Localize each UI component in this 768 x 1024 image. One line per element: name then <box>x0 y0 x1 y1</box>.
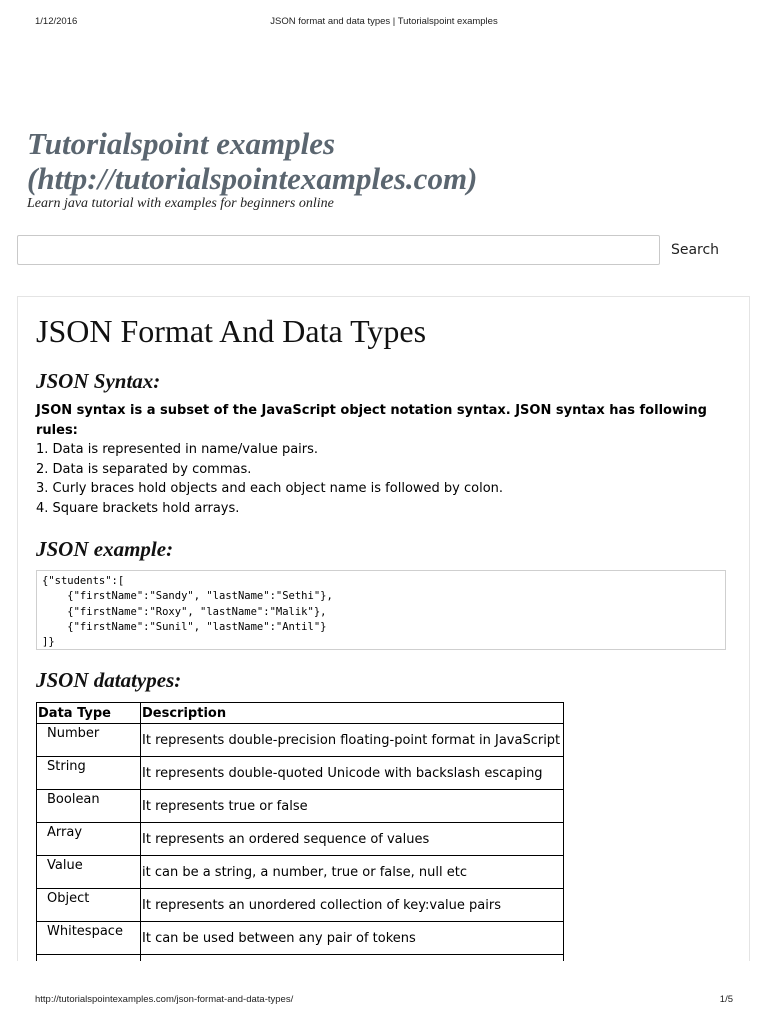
data-type-cell <box>37 955 141 962</box>
datatypes-table <box>36 702 564 961</box>
print-document-title: JSON format and data types | Tutorialspoint examples <box>270 16 498 27</box>
search-input[interactable] <box>17 235 660 265</box>
syntax-rule: 3. Curly braces hold objects and each object name is followed by colon. <box>36 481 504 497</box>
table-row <box>37 790 564 823</box>
table-row <box>37 955 564 962</box>
table-header-row <box>37 703 564 724</box>
syntax-rule: 4. Square brackets hold arrays. <box>36 500 240 516</box>
description-cell: It represents an ordered sequence of values <box>141 823 564 856</box>
data-type-cell: String <box>37 757 141 790</box>
page-title: JSON Format And Data Types <box>36 313 427 349</box>
print-footer <box>35 994 733 1008</box>
column-header-data-type: Data Type <box>37 703 141 724</box>
table-row <box>37 757 564 790</box>
data-type-cell: Array <box>37 823 141 856</box>
table-row <box>37 922 564 955</box>
datatypes-heading: JSON datatypes: <box>36 668 182 692</box>
description-cell: It represents an unordered collection of key:value pairs <box>141 889 564 922</box>
table-row <box>37 724 564 757</box>
description-cell: It represents true or false <box>141 790 564 823</box>
data-type-cell: Value <box>37 856 141 889</box>
table-row <box>37 823 564 856</box>
description-cell: it can be a string, a number, true or false, null etc <box>141 856 564 889</box>
site-title-line1[interactable]: Tutorialspoint examples <box>27 126 336 161</box>
column-header-description: Description <box>141 703 564 724</box>
syntax-rule: 2. Data is separated by commas. <box>36 461 252 477</box>
example-heading: JSON example: <box>36 537 174 561</box>
description-cell: It represents double-precision floating-point format in JavaScript <box>141 724 564 757</box>
site-title[interactable] <box>27 126 627 196</box>
syntax-intro: JSON syntax is a subset of the JavaScript object notation syntax. JSON syntax has following rules: <box>36 403 707 438</box>
site-title-line2[interactable]: (http://tutorialspointexamples.com) <box>27 161 478 196</box>
table-row <box>37 856 564 889</box>
page-number: 1/5 <box>719 994 733 1005</box>
table-row <box>37 889 564 922</box>
search-button[interactable]: Search <box>661 235 729 265</box>
data-type-cell: Number <box>37 724 141 757</box>
description-cell: It can be used between any pair of tokens <box>141 922 564 955</box>
json-example-code: {"students":[ {"firstName":"Sandy", "lastName":"Sethi"}, {"firstName":"Roxy", "lastName":"Malik"}, {"firstName":"Sunil", "lastName":"Antil"} ]} <box>36 570 726 650</box>
syntax-rule: 1. Data is represented in name/value pairs. <box>36 442 319 458</box>
page-url: http://tutorialspointexamples.com/json-format-and-data-types/ <box>35 994 294 1005</box>
syntax-heading: JSON Syntax: <box>36 369 161 393</box>
data-type-cell: Boolean <box>37 790 141 823</box>
data-type-cell: Object <box>37 889 141 922</box>
print-date: 1/12/2016 <box>35 16 78 27</box>
syntax-body <box>36 401 726 519</box>
data-type-cell: Whitespace <box>37 922 141 955</box>
description-cell: It represents double-quoted Unicode with backslash escaping <box>141 757 564 790</box>
article-card <box>17 296 750 961</box>
site-tagline: Learn java tutorial with examples for beginners online <box>27 196 334 211</box>
print-header <box>35 16 733 30</box>
description-cell <box>141 955 564 962</box>
